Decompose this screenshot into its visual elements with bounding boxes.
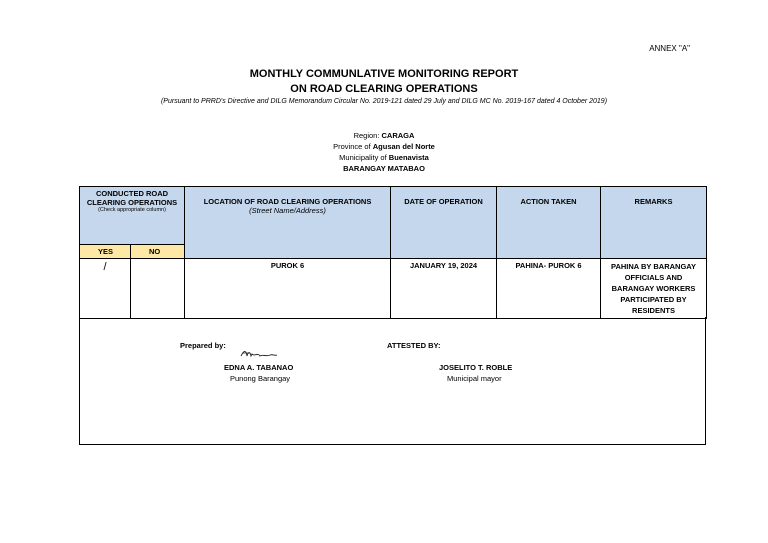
header-conducted (80, 187, 185, 245)
cell-date: JANUARY 19, 2024 (391, 259, 497, 319)
attested-title: Municipal mayor (447, 374, 502, 383)
province-value: Agusan del Norte (372, 142, 435, 151)
signature-mark (240, 348, 278, 360)
header-yes: YES (80, 245, 131, 259)
region-label: Region: (353, 131, 380, 140)
region-value: CARAGA (381, 131, 415, 140)
annex-label: ANNEX "A" (649, 44, 690, 53)
province-label: Province of (333, 142, 371, 151)
header-location (185, 187, 391, 259)
barangay-line: BARANGAY MATABAO (343, 164, 425, 173)
attested-by-label: ATTESTED BY: (387, 341, 441, 350)
header-no: NO (131, 245, 185, 259)
municipality-line (0, 153, 768, 162)
cell-yes: / (80, 259, 131, 319)
header-action: ACTION TAKEN (497, 187, 601, 259)
cell-remarks: PAHINA BY BARANGAY OFFICIALS AND BARANGAY WORKERS PARTICIPATED BY RESIDENTS (601, 259, 707, 319)
prepared-by-label: Prepared by: (180, 341, 226, 350)
report-title-line1: MONTHLY COMMUNLATIVE MONITORING REPORT (249, 68, 519, 80)
report-subtitle: (Pursuant to PRRD's Directive and DILG Memorandum Circular No. 2019-121 dated 29 July and DILG MC No. 2019-167 dated 4 October 2019) (160, 98, 608, 105)
signature-box (79, 317, 706, 445)
header-conducted-line1: CONDUCTED ROAD (95, 189, 169, 198)
header-location-label: LOCATION OF ROAD CLEARING OPERATIONS (203, 197, 372, 206)
header-date: DATE OF OPERATION (391, 187, 497, 259)
header-remarks: REMARKS (601, 187, 707, 259)
cell-no (131, 259, 185, 319)
prepared-name: EDNA A. TABANAO (224, 363, 294, 372)
municipality-value: Buenavista (388, 153, 429, 162)
header-conducted-line2: CLEARING OPERATIONS (86, 198, 178, 207)
province-line (0, 142, 768, 151)
region-line (0, 131, 768, 140)
prepared-title: Punong Barangay (230, 374, 291, 383)
municipality-label: Municipality of (339, 153, 387, 162)
attested-name: JOSELITO T. ROBLE (439, 363, 513, 372)
cell-action: PAHINA- PUROK 6 (497, 259, 601, 319)
cell-location: PUROK 6 (185, 259, 391, 319)
header-conducted-note: (Check appropriate column) (98, 207, 166, 213)
header-location-note: (Street Name/Address) (249, 206, 326, 215)
report-table (79, 186, 707, 319)
report-title-line2: ON ROAD CLEARING OPERATIONS (290, 83, 478, 95)
table-row (80, 259, 707, 319)
